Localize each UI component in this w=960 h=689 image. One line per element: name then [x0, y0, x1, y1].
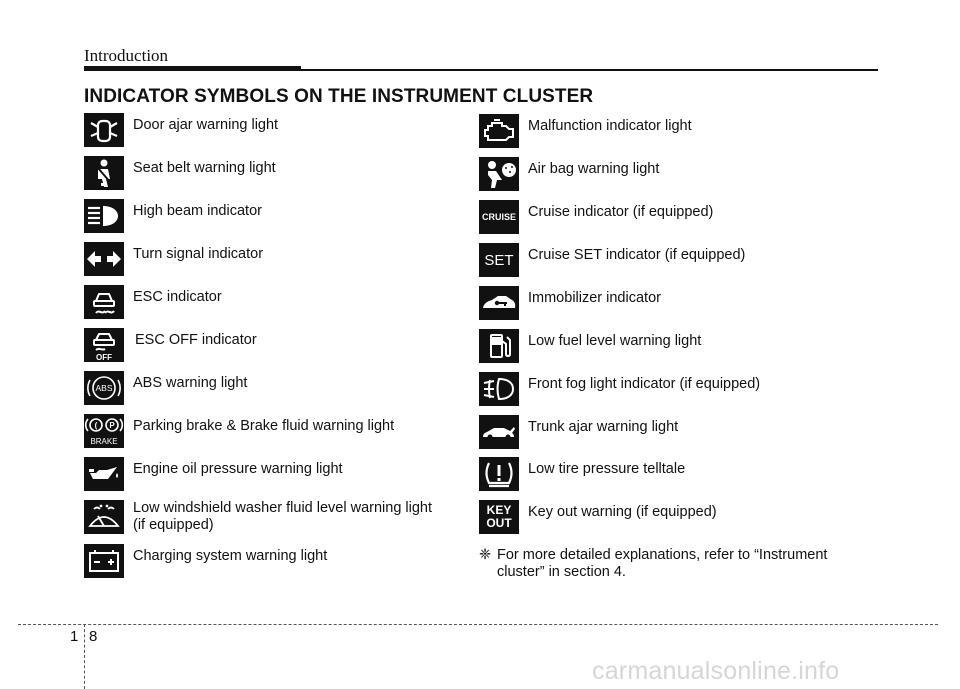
- item-label: Front fog light indicator (if equipped): [528, 376, 761, 392]
- item-label: ABS warning light: [133, 375, 248, 391]
- item-label: High beam indicator: [133, 203, 262, 219]
- item-label: Key out warning (if equipped): [528, 504, 717, 520]
- list-item-turn-signal: [84, 242, 263, 276]
- item-label: Low tire pressure telltale: [528, 461, 686, 477]
- list-item-high-beam: [84, 199, 262, 233]
- item-label: ESC indicator: [133, 289, 222, 305]
- section-label: Introduction: [84, 46, 169, 65]
- seat-belt-icon: [84, 156, 124, 190]
- list-item-esc: [84, 285, 222, 319]
- item-label: Engine oil pressure warning light: [133, 461, 343, 477]
- immobilizer-icon: [479, 286, 519, 320]
- list-item-malfunction: [479, 114, 692, 148]
- key-out-icon: [479, 500, 519, 534]
- brake-text: BRAKE: [90, 437, 118, 446]
- list-item-seat-belt: [84, 156, 276, 190]
- esc-off-icon: [84, 328, 124, 362]
- cruise-text: CRUISE: [481, 211, 516, 222]
- cruise-set-icon: [479, 243, 519, 277]
- list-item-low-fuel: [479, 329, 701, 363]
- door-ajar-icon: [84, 113, 124, 147]
- list-item-cruise-set: [479, 243, 745, 277]
- item-label: Malfunction indicator light: [528, 118, 692, 134]
- list-item-battery: [84, 544, 327, 578]
- key-text: KEY: [486, 503, 512, 517]
- list-item-front-fog: [479, 372, 760, 406]
- item-label: Air bag warning light: [528, 161, 660, 177]
- note-line1: For more detailed explanations, refer to “Instrument: [497, 547, 828, 563]
- turn-signal-icon: [84, 242, 124, 276]
- high-beam-icon: [84, 199, 124, 233]
- item-label-line1: Low windshield washer fluid level warning light: [133, 500, 433, 516]
- footer-divider: [18, 624, 938, 625]
- list-item-trunk-ajar: [479, 415, 678, 449]
- tire-pressure-icon: [479, 457, 519, 491]
- abs-icon: [84, 371, 124, 405]
- section-number: 1: [70, 628, 79, 645]
- header-rule-tab: [84, 66, 301, 71]
- list-item-cruise: [479, 200, 713, 234]
- list-item-door-ajar: [84, 113, 278, 147]
- svg-text:P: P: [109, 421, 115, 430]
- airbag-icon: [479, 157, 519, 191]
- page-title: INDICATOR SYMBOLS ON THE INSTRUMENT CLUSTER: [84, 86, 594, 107]
- item-label: Parking brake & Brake fluid warning light: [133, 418, 395, 434]
- esc-off-text: OFF: [96, 353, 112, 362]
- washer-fluid-icon: [84, 500, 124, 534]
- item-label: [124, 500, 432, 534]
- list-item-immobilizer: [479, 286, 661, 320]
- trunk-ajar-icon: [479, 415, 519, 449]
- list-item-tire-pressure: [479, 457, 685, 491]
- cruise-icon: [479, 200, 519, 234]
- svg-text:(: (: [94, 421, 98, 430]
- fuel-pump-icon: [479, 329, 519, 363]
- list-item-brake: [84, 414, 394, 448]
- item-label: ESC OFF indicator: [135, 332, 257, 348]
- item-label: Cruise indicator (if equipped): [528, 204, 714, 220]
- item-label: Trunk ajar warning light: [528, 419, 679, 435]
- watermark: carmanualsonline.info: [592, 657, 840, 685]
- oil-pressure-icon: [84, 457, 124, 491]
- note-symbol: ❈: [479, 547, 492, 563]
- note-line2: cluster” in section 4.: [497, 564, 626, 580]
- item-label: Low fuel level warning light: [528, 333, 702, 349]
- set-text: SET: [484, 251, 514, 269]
- list-item-esc-off: [84, 328, 257, 362]
- list-item-washer-fluid: [84, 500, 432, 534]
- out-text: OUT: [486, 516, 512, 530]
- brake-icon: [84, 414, 124, 448]
- esc-icon: [84, 285, 124, 319]
- abs-text: ABS: [95, 383, 113, 393]
- item-label: Cruise SET indicator (if equipped): [528, 247, 746, 263]
- item-label: Seat belt warning light: [133, 160, 276, 176]
- item-label: Turn signal indicator: [133, 246, 264, 262]
- list-item-airbag: [479, 157, 659, 191]
- item-label: Charging system warning light: [133, 548, 328, 564]
- engine-icon: [479, 114, 519, 148]
- footer-vertical-divider: [84, 624, 85, 689]
- list-item-abs: [84, 371, 247, 405]
- list-item-key-out: [479, 500, 717, 534]
- front-fog-icon: [479, 372, 519, 406]
- list-item-oil-pressure: [84, 457, 343, 491]
- item-label: Door ajar warning light: [133, 117, 279, 133]
- page-number: 8: [89, 628, 98, 645]
- footnote: [479, 547, 879, 581]
- item-label: Immobilizer indicator: [528, 290, 661, 306]
- item-label-line2: (if equipped): [133, 517, 214, 533]
- battery-icon: [84, 544, 124, 578]
